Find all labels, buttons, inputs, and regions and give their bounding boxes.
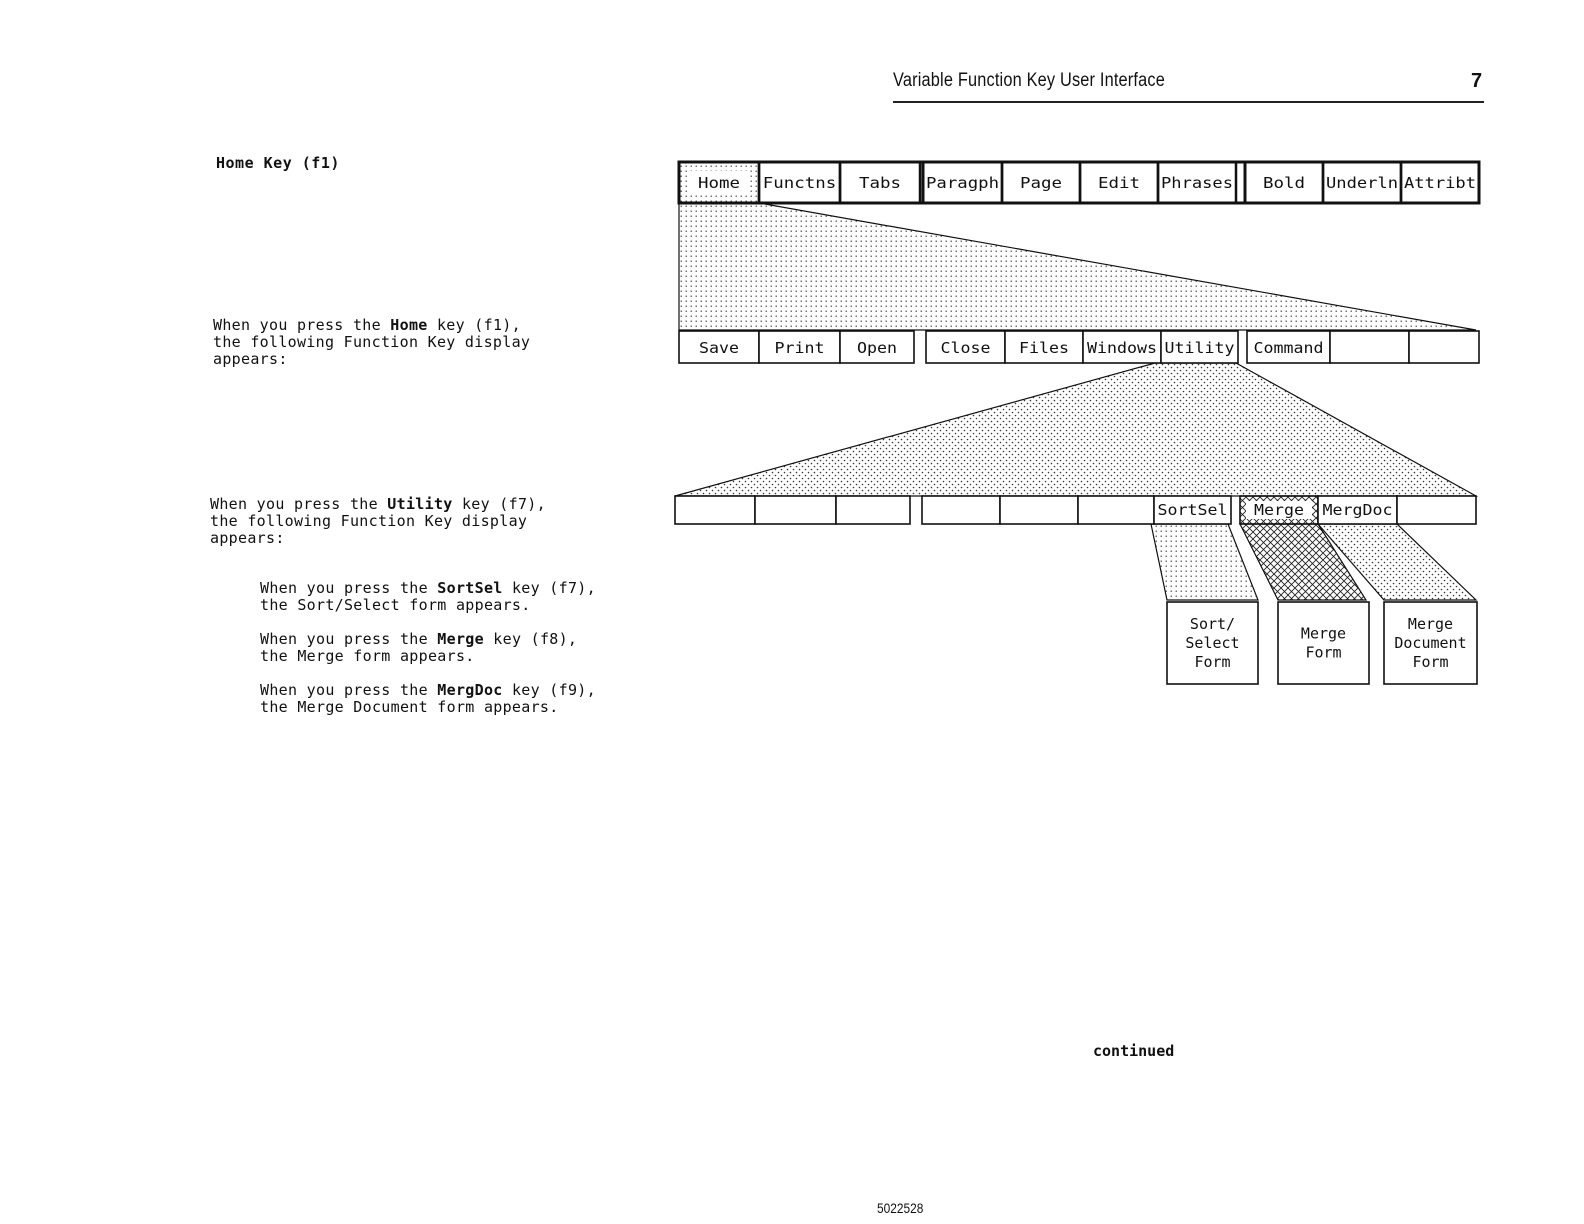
- text-fragment: When you press the: [260, 681, 438, 699]
- utility-expansion-funnel: [675, 363, 1476, 496]
- row1-key-label: Paragph: [926, 174, 999, 192]
- row1-key-label: Functns: [762, 174, 837, 192]
- key-name-home: Home: [390, 316, 428, 334]
- row3-key-blank-1: [755, 496, 836, 524]
- sortsel-drop: [1151, 524, 1258, 600]
- form-label-line: Form: [1305, 643, 1342, 662]
- form-boxes: [1167, 602, 1477, 684]
- row1-key-strip: [679, 162, 1479, 203]
- row2-key-label: Command: [1253, 339, 1324, 357]
- form-label-line: Form: [1194, 653, 1231, 671]
- text-fragment: key (f8),: [483, 630, 578, 648]
- key-name-sortsel: SortSel: [437, 579, 503, 597]
- row1-key-label: Page: [1020, 174, 1062, 192]
- form-label-line: Form: [1412, 653, 1449, 671]
- row2-key-label: Files: [1019, 339, 1069, 357]
- text-line: appears:: [213, 350, 288, 368]
- text-line: appears:: [210, 529, 285, 547]
- row1-key-label: Attribt: [1404, 174, 1476, 192]
- row2-key-label: Windows: [1087, 339, 1157, 357]
- row1-key-label: Underln: [1326, 174, 1398, 192]
- form-label-line: Document: [1394, 634, 1467, 652]
- row2-key-blank-8: [1330, 331, 1409, 363]
- page-number: 7: [1471, 70, 1483, 92]
- row2-key-strip: [679, 331, 1479, 363]
- text-fragment: When you press the: [213, 316, 391, 334]
- row3-key-blank-9: [1397, 496, 1476, 524]
- text-fragment: key (f7),: [502, 579, 596, 597]
- continued-note: continued: [1093, 1042, 1175, 1060]
- row1-key-label: Tabs: [859, 174, 901, 192]
- section-title: Home Key (f1): [216, 154, 340, 172]
- row1-key-label: Edit: [1098, 174, 1140, 192]
- home-expansion-funnel: [679, 203, 1476, 330]
- row3-key-label: Merge: [1254, 501, 1304, 519]
- form-label-line: Sort/: [1189, 615, 1236, 633]
- text-line: the Sort/Select form appears.: [260, 596, 531, 614]
- row2-key-label: Utility: [1164, 339, 1235, 357]
- row3-key-label: SortSel: [1157, 501, 1228, 519]
- running-header-title: Variable Function Key User Interface: [893, 70, 1166, 91]
- row1-key-label: Bold: [1263, 174, 1305, 192]
- text-line: the Merge form appears.: [260, 647, 475, 665]
- row1-key-label: Home: [698, 174, 740, 192]
- row3-key-blank-5: [1078, 496, 1154, 524]
- row2-key-label: Save: [699, 339, 739, 357]
- text-fragment: key (f1),: [427, 316, 521, 334]
- row2-key-label: Print: [774, 339, 825, 357]
- text-line: the following Function Key display: [213, 333, 531, 351]
- key-name-mergdoc: MergDoc: [437, 681, 503, 699]
- text-line: the following Function Key display: [210, 512, 528, 530]
- key-name-utility: Utility: [387, 495, 453, 513]
- text-fragment: key (f7),: [452, 495, 546, 513]
- row2-key-label: Close: [940, 339, 991, 357]
- row3-key-strip: [675, 496, 1476, 524]
- row1-key-label: Phrases: [1161, 174, 1233, 192]
- row3-key-blank-2: [836, 496, 910, 524]
- key-name-merge: Merge: [437, 630, 484, 648]
- row2-key-blank-9: [1409, 331, 1479, 363]
- row3-key-label: MergDoc: [1322, 501, 1393, 519]
- row3-key-blank-0: [675, 496, 755, 524]
- form-label-line: Select: [1185, 634, 1240, 652]
- text-fragment: When you press the: [260, 579, 438, 597]
- form-label-line: Merge: [1300, 624, 1347, 643]
- row3-key-blank-3: [922, 496, 1000, 524]
- text-fragment: key (f9),: [502, 681, 596, 699]
- form-label-line: Merge: [1407, 615, 1454, 633]
- text-fragment: When you press the: [210, 495, 388, 513]
- row2-key-label: Open: [857, 339, 897, 357]
- text-line: the Merge Document form appears.: [260, 698, 559, 716]
- document-number: 5022528: [877, 1200, 924, 1216]
- row3-key-blank-4: [1000, 496, 1078, 524]
- text-fragment: When you press the: [260, 630, 438, 648]
